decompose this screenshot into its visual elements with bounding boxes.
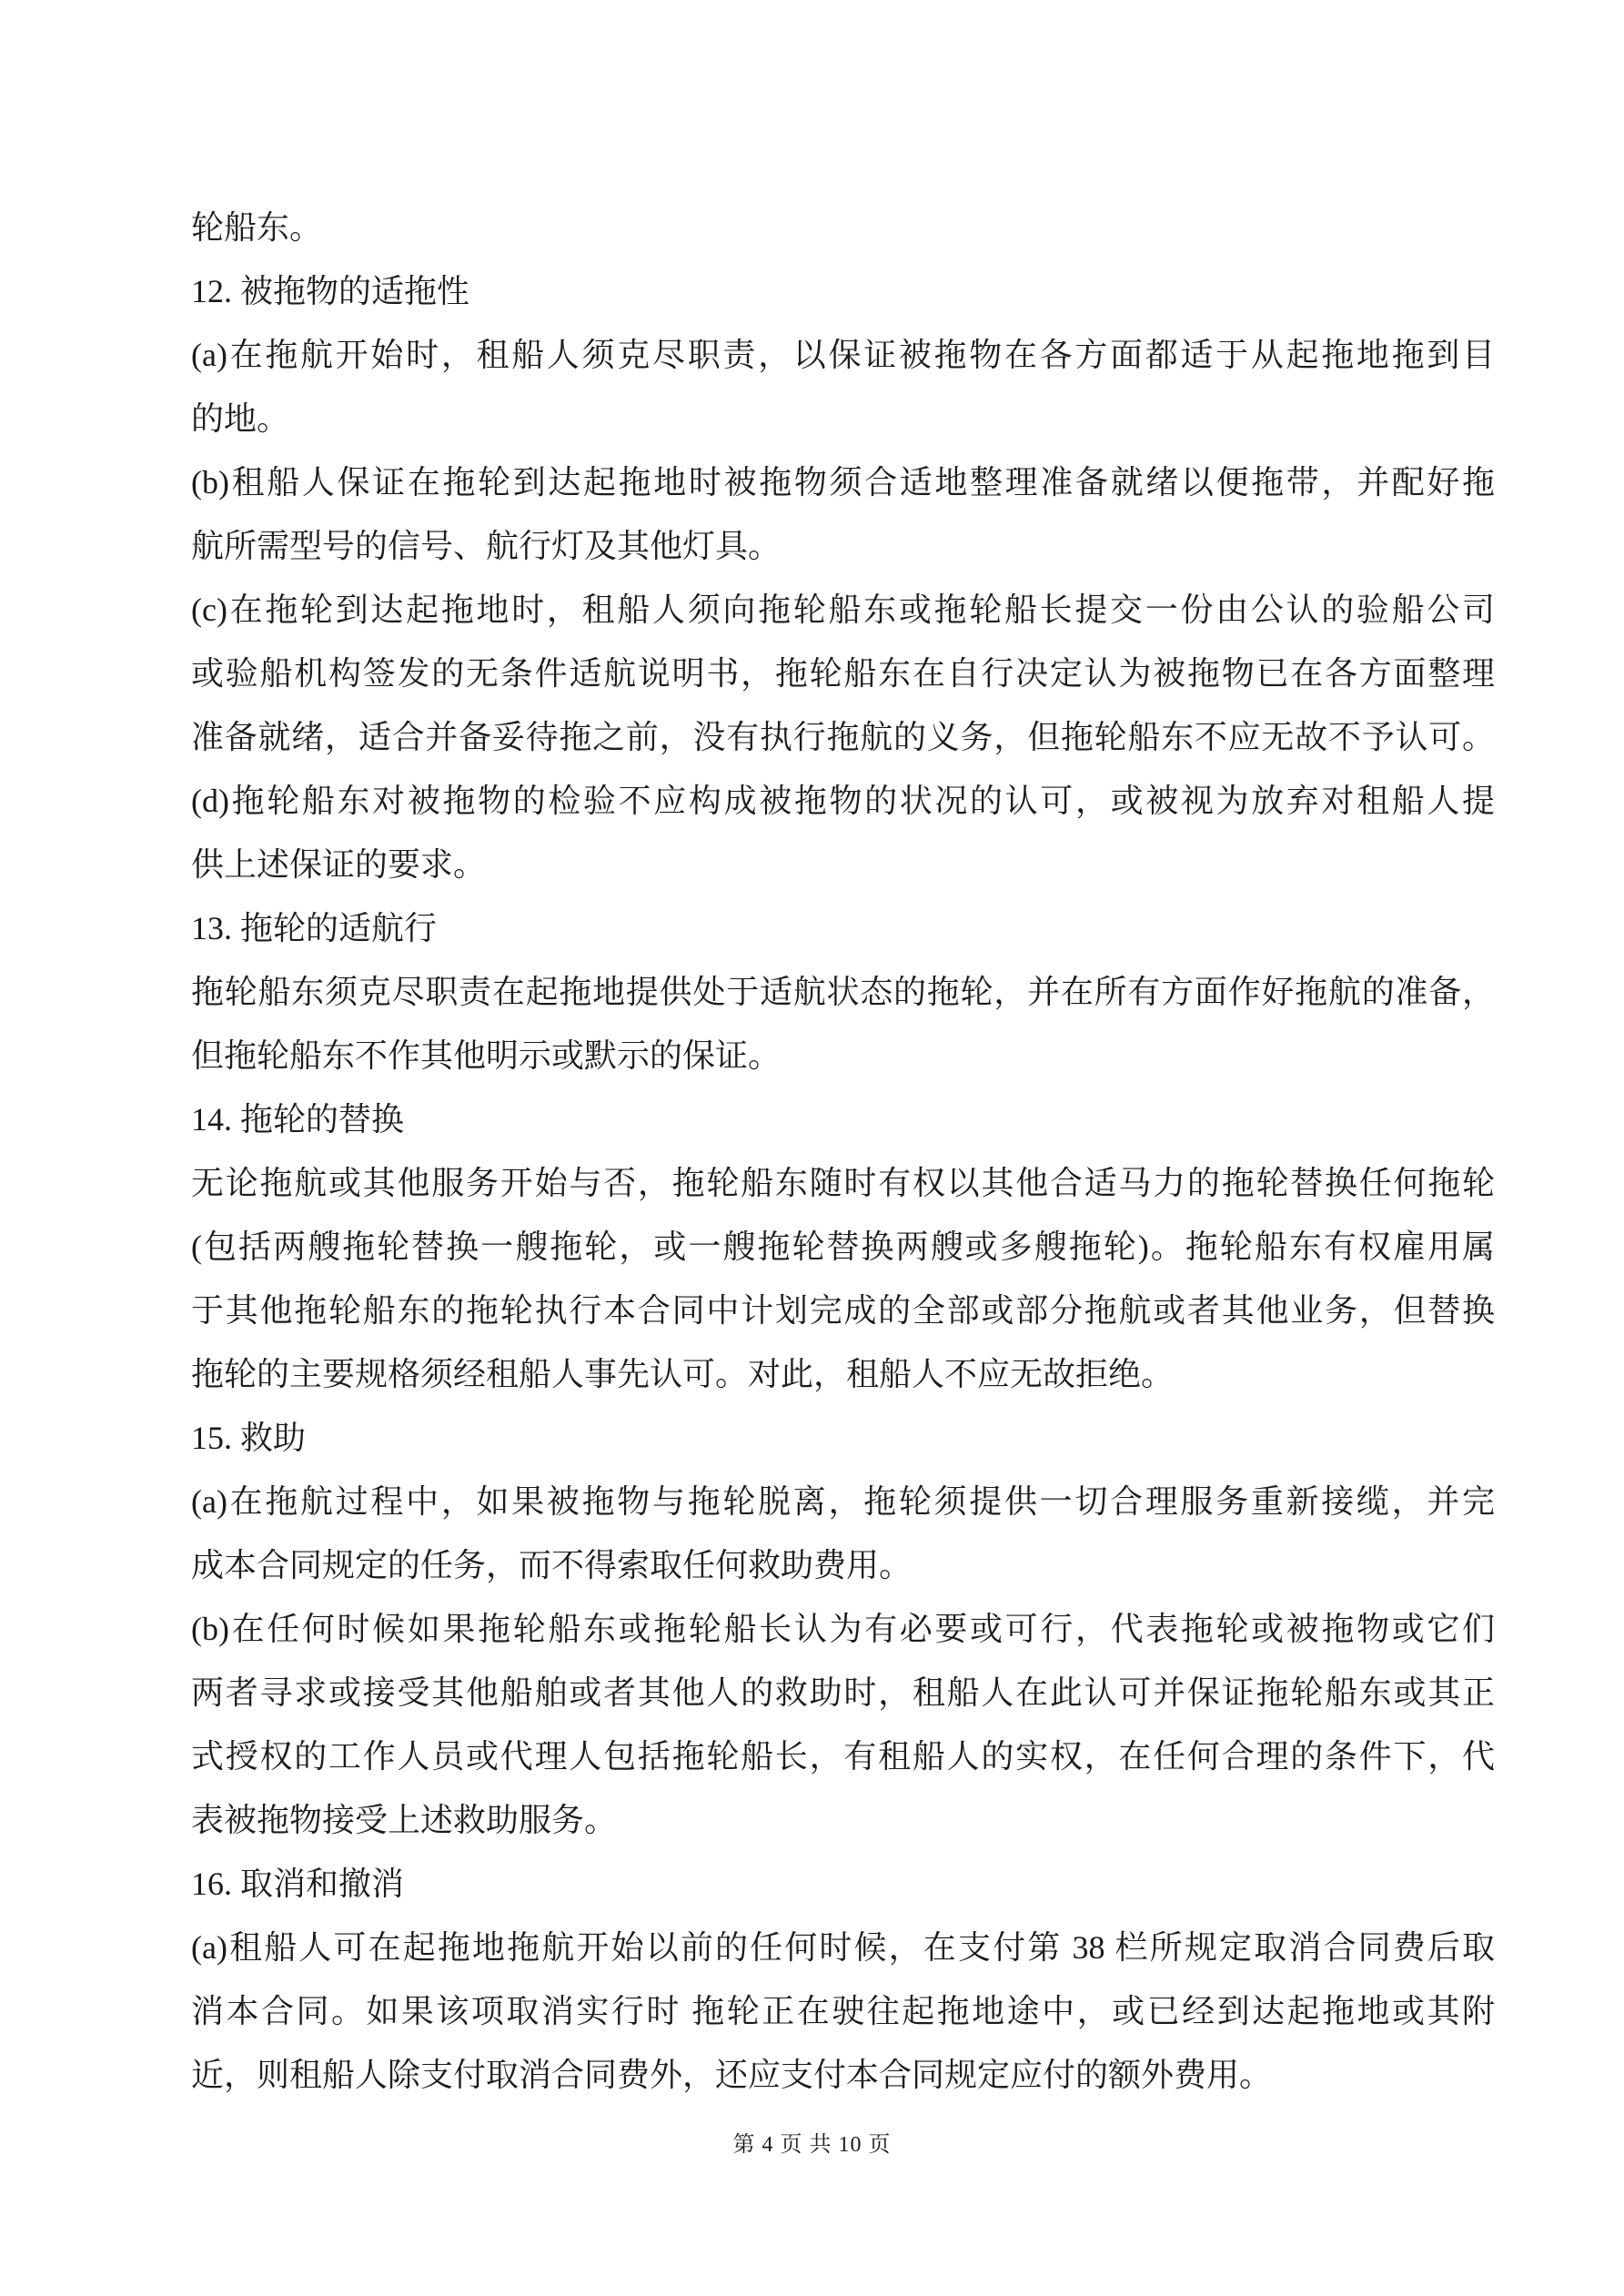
text-line: 拖轮的主要规格须经租船人事先认可。对此，租船人不应无故拒绝。 [191,1356,1175,1392]
text-line: (a)在拖航开始时，租船人须克尽职责，以保证被拖物在各方面都适于从起拖地拖到目 [191,337,1495,373]
text-line: (c)在拖轮到达起拖地时，租船人须向拖轮船东或拖轮船长提交一份由公认的验船公司 [191,592,1495,628]
page-footer: 第 4 页 共 10 页 [732,2133,892,2157]
text-line: 消本合同。如果该项取消实行时 拖轮正在驶往起拖地途中，或已经到达起拖地或其附 [191,1993,1495,2029]
text-line: 于其他拖轮船东的拖轮执行本合同中计划完成的全部或部分拖航或者其他业务，但替换 [191,1292,1495,1329]
text-line: 供上述保证的要求。 [191,846,487,883]
text-line: 或验船机构签发的无条件适航说明书，拖轮船东在自行决定认为被拖物已在各方面整理 [191,655,1495,692]
text-line: 16. 取消和撤消 [191,1866,405,1902]
text-line: (b)在任何时候如果拖轮船东或拖轮船长认为有必要或可行，代表拖轮或被拖物或它们 [191,1611,1495,1647]
text-line: 的地。 [191,400,290,437]
text-line: (包括两艘拖轮替换一艘拖轮，或一艘拖轮替换两艘或多艘拖轮)。拖轮船东有权雇用属 [191,1229,1495,1265]
text-line: (a)租船人可在起拖地拖航开始以前的任何时候，在支付第 38 栏所规定取消合同费后取 [191,1929,1495,1966]
text-line: 但拖轮船东不作其他明示或默示的保证。 [191,1037,782,1074]
text-line: 两者寻求或接受其他船舶或者其他人的救助时，租船人在此认可并保证拖轮船东或其正 [191,1674,1495,1711]
document-body [191,196,1495,2107]
text-line: 15. 救助 [191,1420,307,1456]
text-line: 拖轮船东须克尽职责在起拖地提供处于适航状态的拖轮，并在所有方面作好拖航的准备， [191,974,1495,1010]
text-line: (b)租船人保证在拖轮到达起拖地时被拖物须合适地整理准备就绪以便拖带，并配好拖 [191,464,1495,501]
text-line: 无论拖航或其他服务开始与否，拖轮船东随时有权以其他合适马力的拖轮替换任何拖轮 [191,1165,1495,1201]
text-line: 轮船东。 [191,209,323,246]
text-line: 14. 拖轮的替换 [191,1101,405,1138]
text-line: 12. 被拖物的适拖性 [191,273,470,309]
text-line: (d)拖轮船东对被拖物的检验不应构成被拖物的状况的认可，或被视为放弃对租船人提 [191,783,1495,819]
text-line: 表被拖物接受上述救助服务。 [191,1802,618,1838]
text-line: 式授权的工作人员或代理人包括拖轮船长，有租船人的实权，在任何合理的条件下，代 [191,1738,1495,1775]
text-line: 准备就绪，适合并备妥待拖之前，没有执行拖航的义务，但拖轮船东不应无故不予认可。 [191,719,1495,755]
text-line: 13. 拖轮的适航行 [191,910,438,946]
text-line: (a)在拖航过程中，如果被拖物与拖轮脱离，拖轮须提供一切合理服务重新接缆，并完 [191,1483,1495,1520]
text-line: 成本合同规定的任务，而不得索取任何救助费用。 [191,1547,913,1583]
text-line: 近，则租船人除支付取消合同费外，还应支付本合同规定应付的额外费用。 [191,2057,1273,2093]
text-line: 航所需型号的信号、航行灯及其他灯具。 [191,528,782,564]
